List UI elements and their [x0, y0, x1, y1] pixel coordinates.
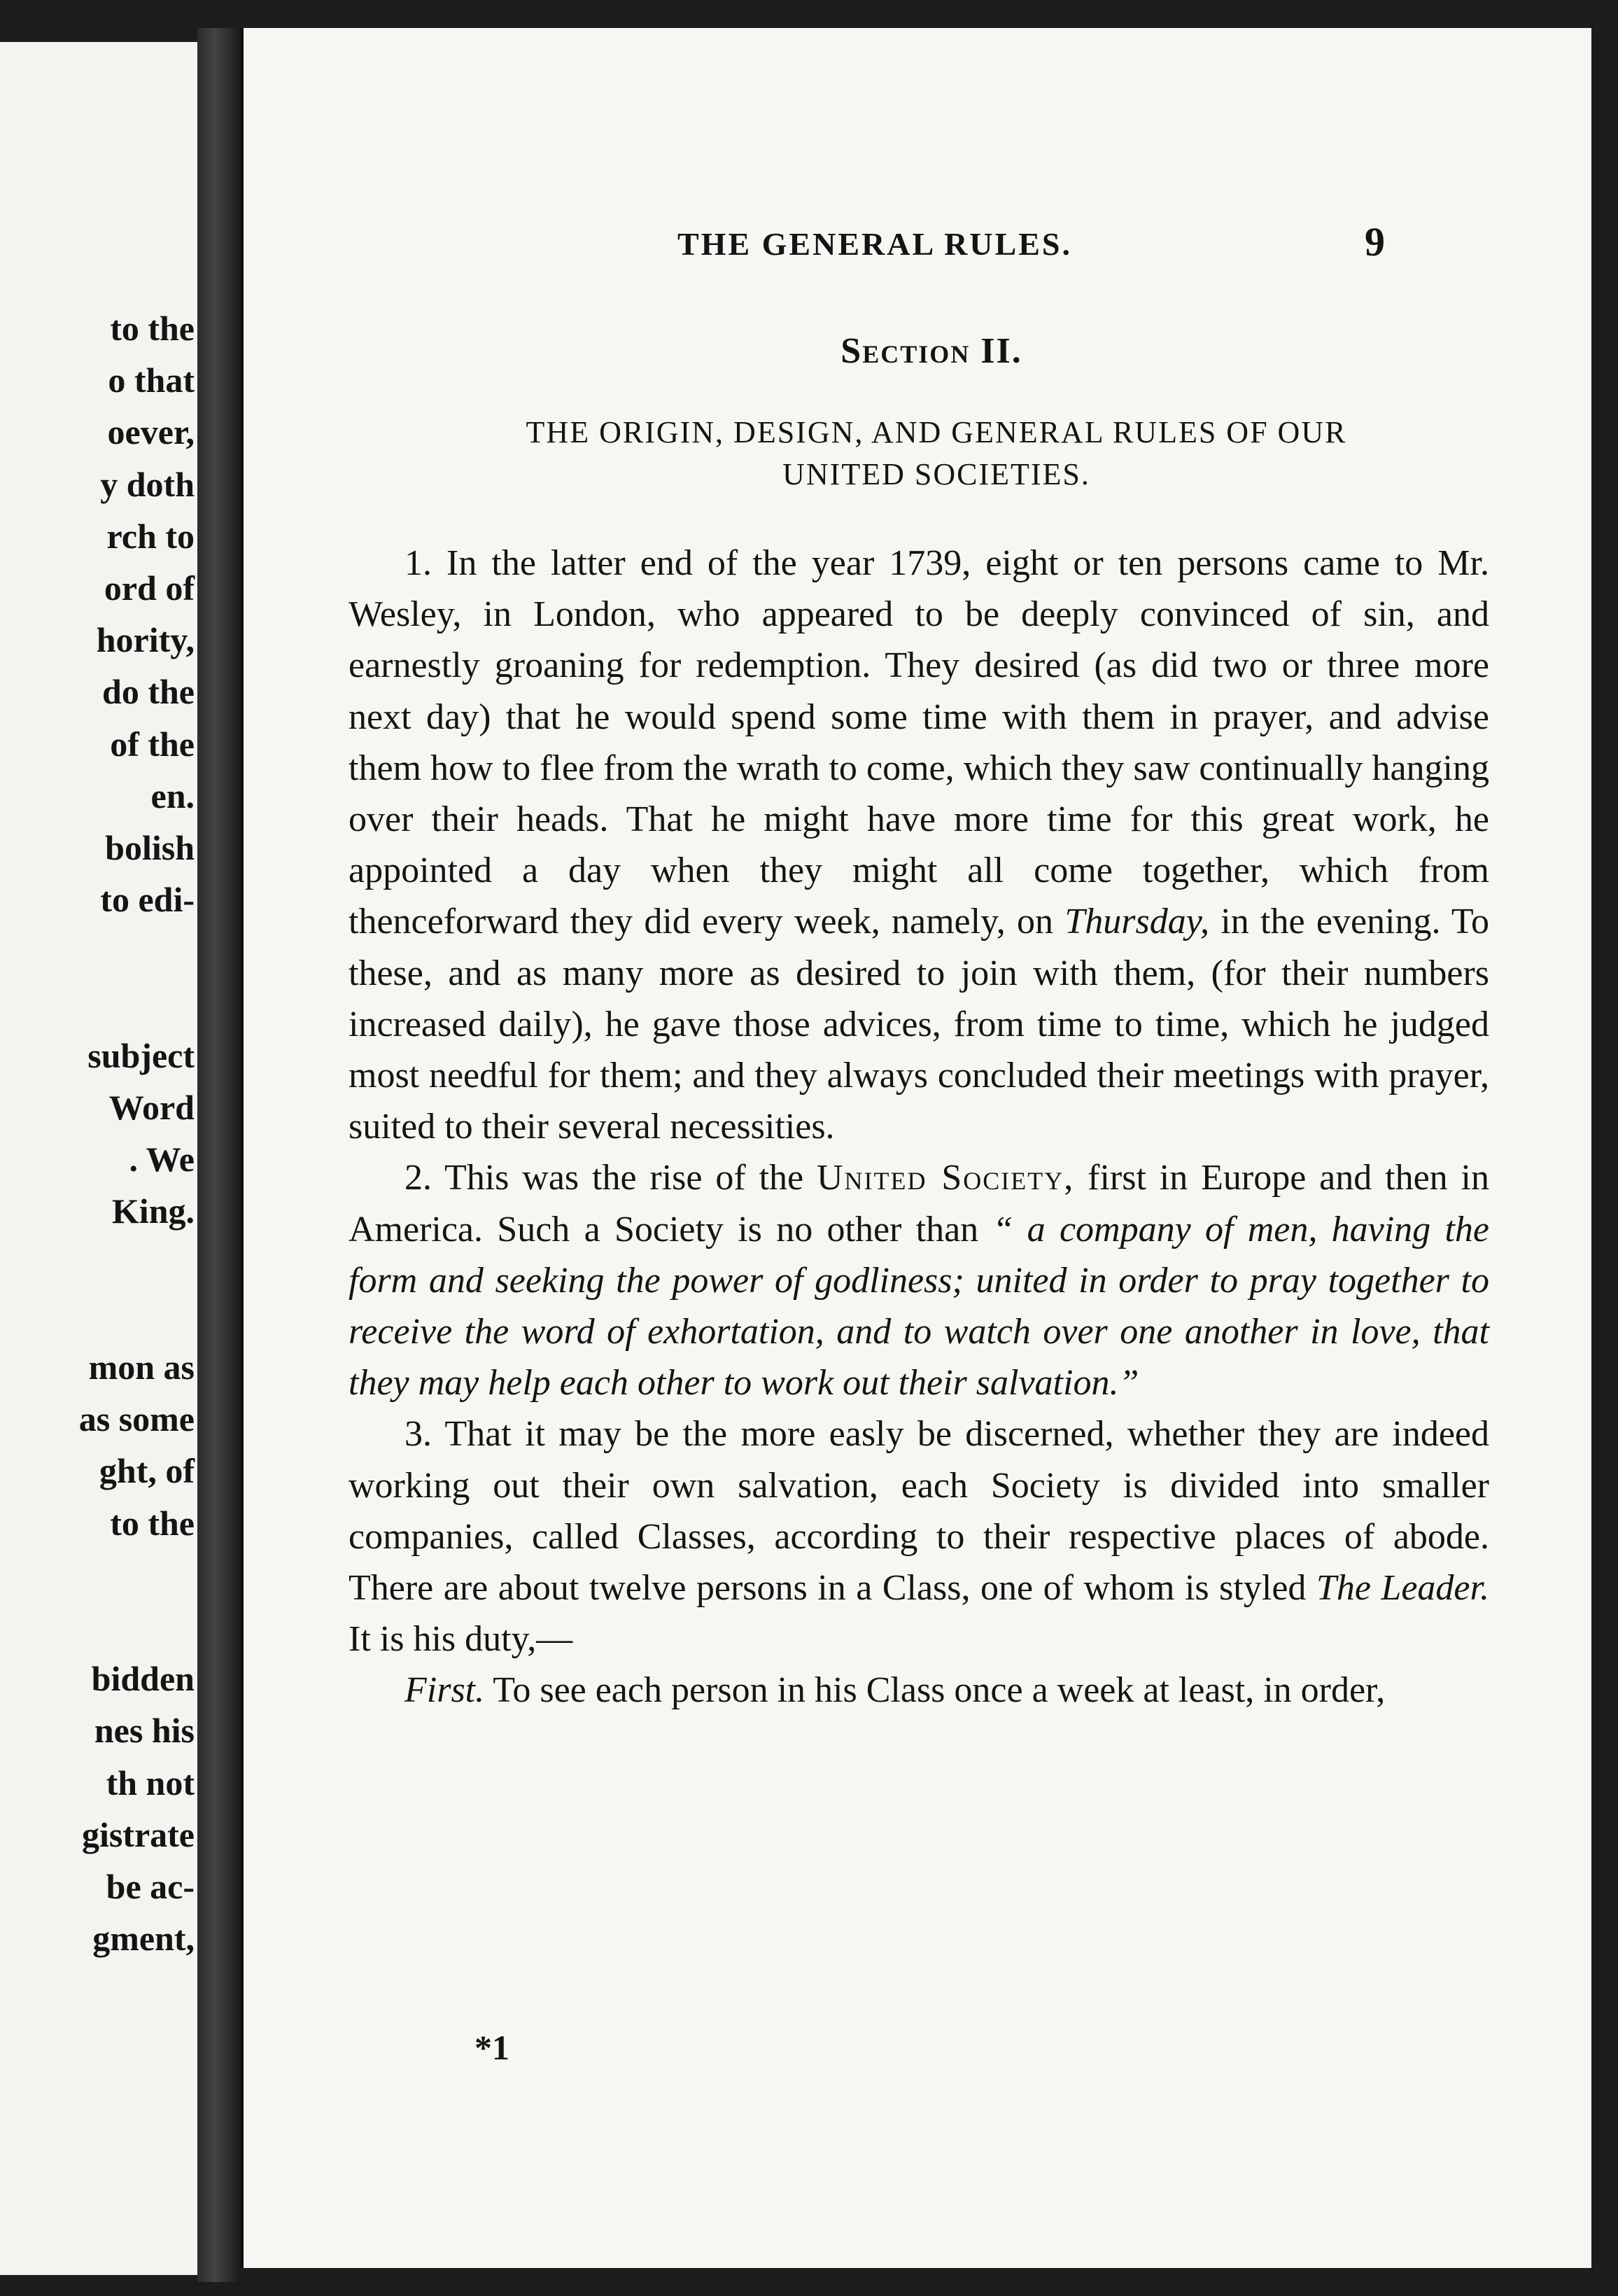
left-page-line: do the — [102, 672, 195, 712]
left-page-line: o that — [108, 360, 195, 400]
left-page-line: King. — [111, 1191, 195, 1231]
paragraph-1-day: Thursday, — [1064, 902, 1209, 942]
paragraph-4 — [349, 1665, 1489, 1716]
left-page-line: hority, — [96, 620, 195, 660]
left-page-line: nes his — [94, 1711, 195, 1751]
body-text — [349, 538, 1489, 1716]
left-page-line: . We — [129, 1140, 195, 1180]
book-gutter — [197, 28, 241, 2282]
left-page-line: ord of — [104, 568, 195, 608]
paragraph-2-society-name: United Society, — [816, 1158, 1075, 1198]
paragraph-1-text-a: 1. In the latter end of the year 1739, eight or ten persons came to Mr. Wesley, in London, who appeared to be deeply convinced of sin, and earnestly groaning for redemption. They desired (as did two or three more next day) that he would spend some time with them in prayer, and advise them how to flee from the wrath to come, which they saw continually hanging over their heads. That he might have more time for this great work, he appointed a day when they might all come together, which from thenceforward they did every week, namely, on — [349, 543, 1489, 942]
left-page-line: gistrate — [81, 1814, 195, 1854]
article-title-line-2: UNITED SOCIETIES. — [782, 457, 1090, 491]
paragraph-1-text-b: in the evening. To these, and as many more as desired to join with them, (for their numbers increased daily), he gave those advices, from time to time, which he judged most needful for them; and they always concluded their meetings with prayer, suited to their several necessities. — [349, 902, 1489, 1147]
article-title — [370, 412, 1503, 496]
left-page-line: th not — [106, 1763, 195, 1802]
left-page-line: as some — [78, 1399, 195, 1439]
left-page-line: gment, — [92, 1919, 195, 1959]
left-page-line: ght, of — [99, 1451, 195, 1491]
left-page-line: Word — [108, 1088, 195, 1127]
left-page-line: bolish — [105, 828, 195, 867]
left-page-line: en. — [150, 776, 195, 816]
left-page-line: rch to — [106, 516, 195, 556]
left-page-line: to the — [110, 1503, 195, 1543]
paragraph-2-text-a: 2. This was the rise of the — [404, 1158, 817, 1198]
paragraph-3 — [349, 1408, 1489, 1665]
paragraph-3-text-a: 3. That it may be the more easly be discerned, whether they are indeed working out their own salvation, each Society is divided into smaller companies, called Classes, according to their respective places of abode. There are about twelve persons in a Class, one of whom is styled — [349, 1414, 1489, 1609]
left-page-line: mon as — [88, 1348, 195, 1387]
paragraph-2 — [349, 1152, 1489, 1408]
left-page-line: y doth — [100, 464, 195, 504]
left-page-fragment — [0, 42, 197, 2275]
paragraph-1 — [349, 538, 1489, 1152]
section-heading: Section II. — [840, 331, 1022, 371]
signature-mark: *1 — [474, 2028, 509, 2067]
left-page-line: to edi- — [100, 880, 195, 920]
left-page-line: subject — [87, 1035, 195, 1075]
book-page — [241, 28, 1591, 2268]
paragraph-3-styled: The Leader. — [1316, 1568, 1489, 1609]
left-page-line: be ac- — [106, 1867, 195, 1906]
paragraph-3-text-b: It is his duty,— — [349, 1619, 573, 1660]
paragraph-4-text: To see each person in his Class once a week at least, in order, — [484, 1670, 1386, 1711]
paragraph-2-quote: “ a company of men, having the form and seeking the power of godliness; united in order to pray together to receive the word of exhortation, and to watch over one another in love, that they may help each other to work out their salvation.” — [349, 1209, 1489, 1404]
left-page-line: oever, — [107, 412, 195, 452]
page-number: 9 — [1365, 219, 1385, 265]
left-page-line: bidden — [91, 1659, 195, 1699]
paragraph-2-text-b: first in Europe and then in America. Such a Society is no other than — [349, 1158, 1489, 1250]
running-head: THE GENERAL RULES. — [677, 226, 1072, 262]
paragraph-4-first: First. — [404, 1670, 485, 1711]
article-title-line-1: THE ORIGIN, DESIGN, AND GENERAL RULES OF OUR — [526, 415, 1347, 449]
left-page-line: to the — [110, 309, 195, 348]
left-page-line: of the — [110, 724, 195, 764]
